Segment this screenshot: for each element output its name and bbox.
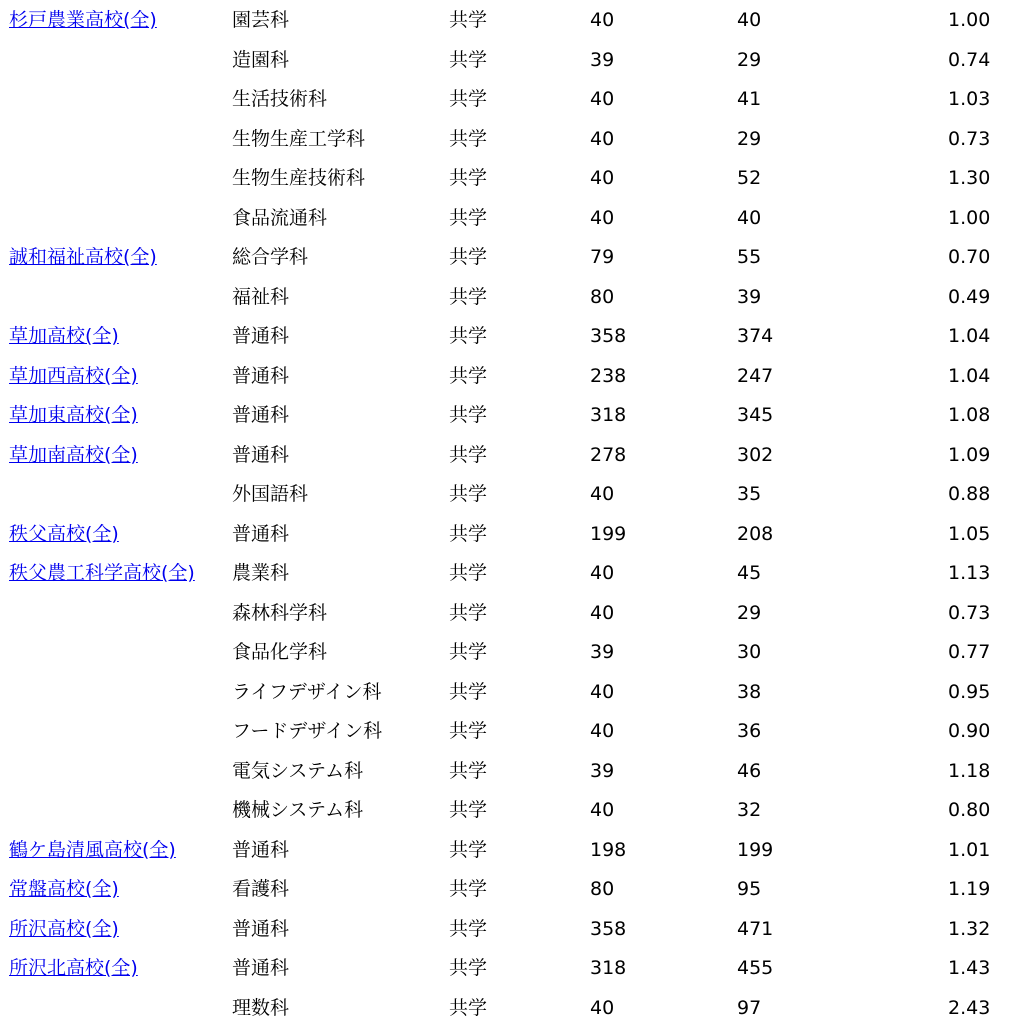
- school-cell: [0, 673, 232, 713]
- ratio-cell: 0.49: [880, 278, 1024, 318]
- quota-cell: 40: [570, 712, 667, 752]
- quota-cell: 40: [570, 199, 667, 239]
- table-body: [0, 1, 1024, 1028]
- type-cell: 共学: [440, 199, 570, 239]
- school-cell: [0, 594, 232, 634]
- table-row: [0, 80, 1024, 120]
- ratio-cell: 1.01: [880, 831, 1024, 871]
- applicants-cell: 199: [667, 831, 880, 871]
- course-cell: 生物生産工学科: [232, 120, 440, 160]
- table-row: [0, 594, 1024, 634]
- school-cell: [0, 791, 232, 831]
- school-cell: [0, 278, 232, 318]
- table-row: [0, 673, 1024, 713]
- applicants-cell: 29: [667, 120, 880, 160]
- ratio-cell: 1.19: [880, 870, 1024, 910]
- quota-cell: 358: [570, 317, 667, 357]
- applicants-cell: 374: [667, 317, 880, 357]
- type-cell: 共学: [440, 238, 570, 278]
- quota-cell: 198: [570, 831, 667, 871]
- quota-cell: 40: [570, 120, 667, 160]
- type-cell: 共学: [440, 317, 570, 357]
- table-row: [0, 791, 1024, 831]
- ratio-cell: 2.43: [880, 989, 1024, 1028]
- ratio-cell: 0.80: [880, 791, 1024, 831]
- course-cell: 生活技術科: [232, 80, 440, 120]
- course-cell: 外国語科: [232, 475, 440, 515]
- school-cell: [0, 870, 232, 910]
- type-cell: 共学: [440, 159, 570, 199]
- table-row: [0, 752, 1024, 792]
- school-cell: [0, 317, 232, 357]
- school-cell: [0, 120, 232, 160]
- ratio-cell: 1.08: [880, 396, 1024, 436]
- applicants-cell: 46: [667, 752, 880, 792]
- type-cell: 共学: [440, 870, 570, 910]
- type-cell: 共学: [440, 475, 570, 515]
- type-cell: 共学: [440, 633, 570, 673]
- school-link[interactable]: 秩父農工科学高校(全): [9, 562, 195, 584]
- type-cell: 共学: [440, 278, 570, 318]
- ratio-cell: 1.00: [880, 1, 1024, 41]
- course-cell: 福祉科: [232, 278, 440, 318]
- school-cell: [0, 396, 232, 436]
- ratio-cell: 1.09: [880, 436, 1024, 476]
- ratio-cell: 1.32: [880, 910, 1024, 950]
- school-cell: [0, 712, 232, 752]
- table-row: [0, 870, 1024, 910]
- type-cell: 共学: [440, 515, 570, 555]
- table-row: [0, 515, 1024, 555]
- table-row: [0, 396, 1024, 436]
- quota-cell: 238: [570, 357, 667, 397]
- ratio-cell: 1.30: [880, 159, 1024, 199]
- applicants-cell: 45: [667, 554, 880, 594]
- school-link[interactable]: 杉戸農業高校(全): [9, 9, 157, 31]
- school-cell: [0, 949, 232, 989]
- applicants-cell: 55: [667, 238, 880, 278]
- course-cell: 普通科: [232, 910, 440, 950]
- table-row: [0, 41, 1024, 81]
- ratio-cell: 1.43: [880, 949, 1024, 989]
- applicants-cell: 455: [667, 949, 880, 989]
- course-cell: 電気システム科: [232, 752, 440, 792]
- applicants-cell: 38: [667, 673, 880, 713]
- course-cell: 普通科: [232, 396, 440, 436]
- applicants-cell: 471: [667, 910, 880, 950]
- quota-cell: 199: [570, 515, 667, 555]
- type-cell: 共学: [440, 949, 570, 989]
- table-row: [0, 317, 1024, 357]
- applicants-cell: 30: [667, 633, 880, 673]
- table-row: [0, 199, 1024, 239]
- type-cell: 共学: [440, 831, 570, 871]
- course-cell: 造園科: [232, 41, 440, 81]
- school-cell: [0, 633, 232, 673]
- quota-cell: 40: [570, 159, 667, 199]
- school-cell: [0, 199, 232, 239]
- ratio-cell: 0.73: [880, 594, 1024, 634]
- course-cell: 食品流通科: [232, 199, 440, 239]
- school-cell: [0, 831, 232, 871]
- course-cell: 園芸科: [232, 1, 440, 41]
- ratio-cell: 1.00: [880, 199, 1024, 239]
- applicants-cell: 345: [667, 396, 880, 436]
- applicants-cell: 97: [667, 989, 880, 1028]
- type-cell: 共学: [440, 554, 570, 594]
- table-row: [0, 357, 1024, 397]
- quota-cell: 40: [570, 989, 667, 1028]
- ratio-cell: 0.70: [880, 238, 1024, 278]
- table-row: [0, 633, 1024, 673]
- course-cell: 農業科: [232, 554, 440, 594]
- quota-cell: 40: [570, 1, 667, 41]
- table-row: [0, 712, 1024, 752]
- applicants-cell: 36: [667, 712, 880, 752]
- type-cell: 共学: [440, 357, 570, 397]
- school-cell: [0, 752, 232, 792]
- course-cell: 理数科: [232, 989, 440, 1028]
- school-cell: [0, 80, 232, 120]
- school-link[interactable]: 秩父高校(全): [9, 523, 119, 545]
- school-link[interactable]: 草加南高校(全): [9, 444, 138, 466]
- school-link[interactable]: 常盤高校(全): [9, 878, 119, 900]
- type-cell: 共学: [440, 712, 570, 752]
- ratio-cell: 1.13: [880, 554, 1024, 594]
- school-link[interactable]: 所沢高校(全): [9, 918, 119, 940]
- course-cell: 普通科: [232, 949, 440, 989]
- ratio-cell: 1.04: [880, 357, 1024, 397]
- school-cell: [0, 238, 232, 278]
- ratio-cell: 0.73: [880, 120, 1024, 160]
- school-cell: [0, 515, 232, 555]
- table-row: [0, 1, 1024, 41]
- ratio-cell: 1.05: [880, 515, 1024, 555]
- school-link[interactable]: 鶴ケ島清風高校(全): [9, 839, 176, 861]
- quota-cell: 40: [570, 554, 667, 594]
- type-cell: 共学: [440, 436, 570, 476]
- quota-cell: 39: [570, 633, 667, 673]
- table-row: [0, 238, 1024, 278]
- school-cell: [0, 159, 232, 199]
- table-row: [0, 554, 1024, 594]
- school-link[interactable]: 所沢北高校(全): [9, 957, 138, 979]
- table-row: [0, 120, 1024, 160]
- table-row: [0, 831, 1024, 871]
- applicants-cell: 247: [667, 357, 880, 397]
- school-cell: [0, 554, 232, 594]
- applicants-cell: 208: [667, 515, 880, 555]
- applicants-cell: 52: [667, 159, 880, 199]
- ratio-cell: 1.04: [880, 317, 1024, 357]
- type-cell: 共学: [440, 989, 570, 1028]
- course-cell: 普通科: [232, 515, 440, 555]
- quota-cell: 318: [570, 949, 667, 989]
- applicants-cell: 302: [667, 436, 880, 476]
- quota-cell: 80: [570, 870, 667, 910]
- quota-cell: 40: [570, 594, 667, 634]
- ratio-cell: 1.18: [880, 752, 1024, 792]
- type-cell: 共学: [440, 120, 570, 160]
- school-link[interactable]: 草加西高校(全): [9, 365, 138, 387]
- school-cell: [0, 910, 232, 950]
- course-cell: フードデザイン科: [232, 712, 440, 752]
- quota-cell: 40: [570, 80, 667, 120]
- applicants-cell: 41: [667, 80, 880, 120]
- course-cell: 普通科: [232, 317, 440, 357]
- applicants-cell: 39: [667, 278, 880, 318]
- course-cell: 生物生産技術科: [232, 159, 440, 199]
- course-cell: 普通科: [232, 357, 440, 397]
- school-cell: [0, 436, 232, 476]
- course-cell: 食品化学科: [232, 633, 440, 673]
- applicants-cell: 35: [667, 475, 880, 515]
- type-cell: 共学: [440, 673, 570, 713]
- quota-cell: 40: [570, 673, 667, 713]
- quota-cell: 39: [570, 41, 667, 81]
- quota-cell: 358: [570, 910, 667, 950]
- school-cell: [0, 357, 232, 397]
- school-link[interactable]: 草加高校(全): [9, 325, 119, 347]
- table-row: [0, 989, 1024, 1028]
- applicants-cell: 32: [667, 791, 880, 831]
- type-cell: 共学: [440, 594, 570, 634]
- table-row: [0, 910, 1024, 950]
- school-link[interactable]: 誠和福祉高校(全): [9, 246, 157, 268]
- table-row: [0, 436, 1024, 476]
- type-cell: 共学: [440, 41, 570, 81]
- course-cell: ライフデザイン科: [232, 673, 440, 713]
- course-cell: 看護科: [232, 870, 440, 910]
- ratio-cell: 0.90: [880, 712, 1024, 752]
- quota-cell: 79: [570, 238, 667, 278]
- school-cell: [0, 1, 232, 41]
- ratio-cell: 0.77: [880, 633, 1024, 673]
- applicants-cell: 95: [667, 870, 880, 910]
- table-row: [0, 159, 1024, 199]
- ratio-cell: 0.88: [880, 475, 1024, 515]
- type-cell: 共学: [440, 752, 570, 792]
- applicants-cell: 40: [667, 199, 880, 239]
- table-row: [0, 949, 1024, 989]
- quota-cell: 40: [570, 791, 667, 831]
- course-cell: 森林科学科: [232, 594, 440, 634]
- quota-cell: 40: [570, 475, 667, 515]
- quota-cell: 318: [570, 396, 667, 436]
- admissions-table: [0, 1, 1024, 1028]
- type-cell: 共学: [440, 910, 570, 950]
- type-cell: 共学: [440, 396, 570, 436]
- ratio-cell: 1.03: [880, 80, 1024, 120]
- type-cell: 共学: [440, 1, 570, 41]
- school-cell: [0, 989, 232, 1028]
- table-row: [0, 278, 1024, 318]
- applicants-cell: 29: [667, 594, 880, 634]
- quota-cell: 278: [570, 436, 667, 476]
- course-cell: 機械システム科: [232, 791, 440, 831]
- school-cell: [0, 475, 232, 515]
- quota-cell: 80: [570, 278, 667, 318]
- ratio-cell: 0.95: [880, 673, 1024, 713]
- quota-cell: 39: [570, 752, 667, 792]
- applicants-cell: 29: [667, 41, 880, 81]
- school-cell: [0, 41, 232, 81]
- course-cell: 普通科: [232, 831, 440, 871]
- type-cell: 共学: [440, 791, 570, 831]
- school-link[interactable]: 草加東高校(全): [9, 404, 138, 426]
- table-row: [0, 475, 1024, 515]
- type-cell: 共学: [440, 80, 570, 120]
- applicants-cell: 40: [667, 1, 880, 41]
- course-cell: 総合学科: [232, 238, 440, 278]
- course-cell: 普通科: [232, 436, 440, 476]
- ratio-cell: 0.74: [880, 41, 1024, 81]
